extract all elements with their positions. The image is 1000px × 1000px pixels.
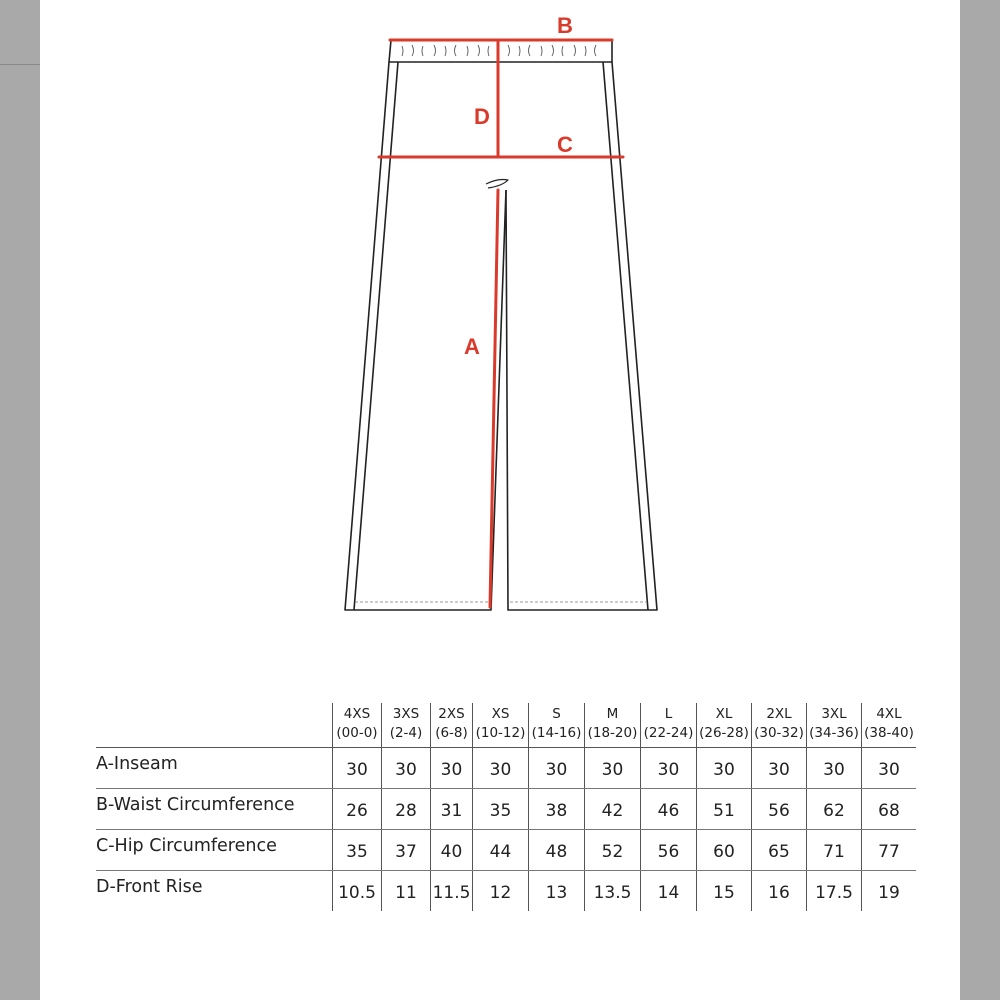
row-label: C-Hip Circumference [96, 830, 333, 871]
size-range: (34-36) [809, 725, 859, 741]
table-cell: 62 [807, 789, 862, 830]
table-cell: 46 [641, 789, 697, 830]
table-cell: 19 [862, 871, 917, 912]
table-cell: 40 [431, 830, 473, 871]
size-range: (2-4) [389, 725, 423, 741]
table-cell: 51 [697, 789, 752, 830]
table-cell: 30 [529, 748, 585, 789]
table-cell: 16 [752, 871, 807, 912]
table-cell: 15 [697, 871, 752, 912]
table-cell: 28 [382, 789, 431, 830]
table-cell: 26 [333, 789, 382, 830]
size-range: (38-40) [864, 725, 914, 741]
size-header-s [529, 703, 585, 748]
table-cell: 14 [641, 871, 697, 912]
row-front-rise [96, 871, 916, 912]
row-label: D-Front Rise [96, 877, 203, 897]
row-inseam [96, 748, 916, 789]
size-range: (00-0) [336, 725, 378, 741]
size-range: (26-28) [699, 725, 749, 741]
table-cell: 17.5 [807, 871, 862, 912]
table-cell: 11.5 [431, 871, 473, 912]
size-name: 4XS [343, 706, 371, 722]
table-cell: 65 [752, 830, 807, 871]
size-name: 3XL [821, 706, 847, 722]
table-cell: 71 [807, 830, 862, 871]
size-header-4xs [333, 703, 382, 748]
table-cell: 42 [585, 789, 641, 830]
right-side-stripe [603, 62, 648, 610]
size-range: (6-8) [435, 725, 468, 741]
table-cell: 56 [641, 830, 697, 871]
size-name: 2XS [438, 706, 465, 722]
size-header-m [585, 703, 641, 748]
left-leg-outer [345, 62, 506, 610]
left-side-stripe [354, 62, 398, 610]
table-cell: 30 [752, 748, 807, 789]
size-header-3xs [382, 703, 431, 748]
size-chart-page [40, 0, 960, 1000]
right-leg-outer [506, 62, 657, 610]
right-gray-margin [960, 0, 1000, 1000]
size-name: XL [715, 706, 733, 722]
size-header-2xs [431, 703, 473, 748]
table-cell: 44 [473, 830, 529, 871]
table-cell: 35 [333, 830, 382, 871]
table-cell: 30 [641, 748, 697, 789]
size-name: XS [491, 706, 510, 722]
size-header-row [96, 703, 916, 748]
size-header-4xl [862, 703, 917, 748]
table-cell: 13 [529, 871, 585, 912]
measure-label-a: A [464, 334, 480, 359]
pants-measurement-diagram [40, 0, 960, 640]
table-cell: 30 [697, 748, 752, 789]
size-header-xs [473, 703, 529, 748]
table-cell: 37 [382, 830, 431, 871]
size-header-xl [697, 703, 752, 748]
size-name: 2XL [766, 706, 792, 722]
size-header-l [641, 703, 697, 748]
table-cell: 48 [529, 830, 585, 871]
table-cell: 30 [473, 748, 529, 789]
table-cell: 56 [752, 789, 807, 830]
left-gray-margin [0, 0, 40, 1000]
size-range: (14-16) [531, 725, 582, 741]
row-waist [96, 789, 916, 830]
table-cell: 10.5 [333, 871, 382, 912]
size-chart-table [96, 703, 916, 911]
table-cell: 30 [807, 748, 862, 789]
table-cell: 30 [862, 748, 917, 789]
table-cell: 12 [473, 871, 529, 912]
table-cell: 52 [585, 830, 641, 871]
size-name: 3XS [392, 706, 420, 722]
size-header-2xl [752, 703, 807, 748]
size-name: M [606, 706, 619, 722]
size-range: (10-12) [475, 725, 526, 741]
size-header-3xl [807, 703, 862, 748]
size-range: (30-32) [754, 725, 804, 741]
size-name: S [552, 706, 561, 722]
table-cell: 30 [431, 748, 473, 789]
table-cell: 38 [529, 789, 585, 830]
table-cell: 35 [473, 789, 529, 830]
table-cell: 30 [382, 748, 431, 789]
size-range: (18-20) [587, 725, 638, 741]
table-cell: 60 [697, 830, 752, 871]
table-cell: 11 [382, 871, 431, 912]
size-name: L [664, 706, 673, 722]
table-cell: 68 [862, 789, 917, 830]
table-cell: 77 [862, 830, 917, 871]
table-cell: 30 [333, 748, 382, 789]
table-cell: 31 [431, 789, 473, 830]
table-cell: 13.5 [585, 871, 641, 912]
row-label: B-Waist Circumference [96, 789, 333, 830]
size-name: 4XL [876, 706, 902, 722]
header-corner-cell [96, 703, 333, 748]
row-hip [96, 830, 916, 871]
measure-label-d: D [474, 104, 490, 129]
measure-label-b: B [557, 13, 573, 38]
margin-divider-line [0, 64, 40, 65]
row-label: A-Inseam [96, 748, 333, 789]
measure-label-c: C [557, 132, 573, 157]
table-cell: 30 [585, 748, 641, 789]
size-range: (22-24) [643, 725, 694, 741]
crotch-detail [486, 180, 508, 189]
